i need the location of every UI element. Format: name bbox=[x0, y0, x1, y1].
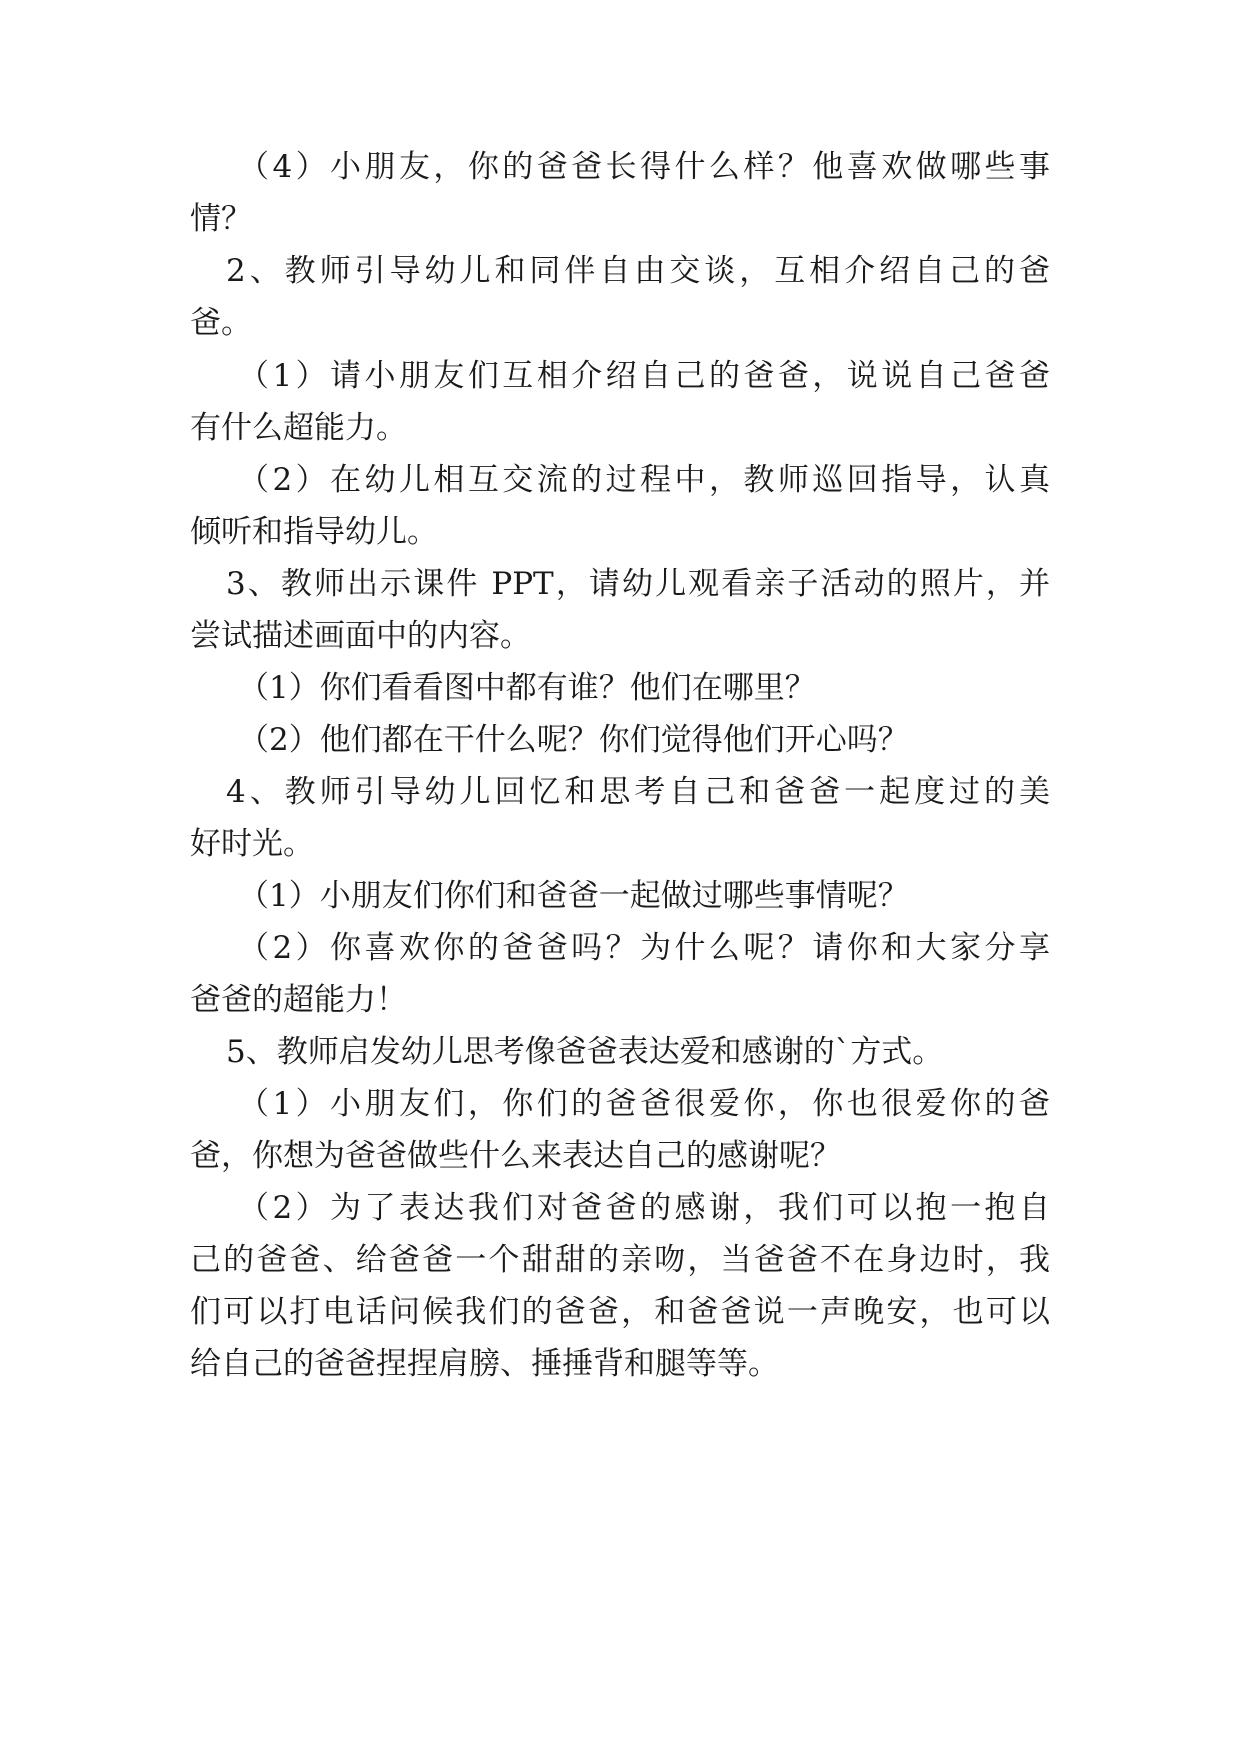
text-line-8: 倾听和指导幼儿。 bbox=[190, 514, 438, 550]
text-line-19: （1）小朋友们，你们的爸爸很爱你，你也很爱你的爸 bbox=[238, 1086, 1050, 1122]
text-line-17: 爸爸的超能力！ bbox=[190, 982, 407, 1018]
text-line-22: 己的爸爸、给爸爸一个甜甜的亲吻，当爸爸不在身边时，我 bbox=[190, 1242, 1050, 1278]
text-line-11: （1）你们看看图中都有谁？他们在哪里？ bbox=[238, 670, 816, 706]
text-line-16: （2）你喜欢你的爸爸吗？为什么呢？请你和大家分享 bbox=[238, 930, 1050, 966]
text-line-2: 情？ bbox=[190, 201, 252, 237]
text-line-14: 好时光。 bbox=[190, 826, 314, 862]
text-line-15: （1）小朋友们你们和爸爸一起做过哪些事情呢？ bbox=[238, 878, 909, 914]
text-line-7: （2）在幼儿相互交流的过程中，教师巡回指导，认真 bbox=[238, 462, 1050, 498]
text-line-18: 5、教师启发幼儿思考像爸爸表达爱和感谢的`方式。 bbox=[226, 1034, 944, 1070]
text-line-13: 4、教师引导幼儿回忆和思考自己和爸爸一起度过的美 bbox=[226, 774, 1050, 810]
text-line-5: （1）请小朋友们互相介绍自己的爸爸，说说自己爸爸 bbox=[238, 358, 1050, 394]
text-line-4: 爸。 bbox=[190, 305, 252, 341]
text-line-21: （2）为了表达我们对爸爸的感谢，我们可以抱一抱自 bbox=[238, 1190, 1050, 1226]
text-line-6: 有什么超能力。 bbox=[190, 410, 407, 446]
text-line-10: 尝试描述画面中的内容。 bbox=[190, 618, 531, 654]
text-line-3: 2、教师引导幼儿和同伴自由交谈，互相介绍自己的爸 bbox=[226, 253, 1050, 289]
text-line-24: 给自己的爸爸捏捏肩膀、捶捶背和腿等等。 bbox=[190, 1346, 779, 1382]
text-line-9: 3、教师出示课件 PPT，请幼儿观看亲子活动的照片，并 bbox=[226, 566, 1050, 602]
text-line-12: （2）他们都在干什么呢？你们觉得他们开心吗？ bbox=[238, 722, 909, 758]
text-line-1: （4）小朋友，你的爸爸长得什么样？他喜欢做哪些事 bbox=[238, 149, 1050, 185]
text-line-20: 爸，你想为爸爸做些什么来表达自己的感谢呢？ bbox=[190, 1138, 841, 1174]
text-line-23: 们可以打电话问候我们的爸爸，和爸爸说一声晚安，也可以 bbox=[190, 1294, 1050, 1330]
